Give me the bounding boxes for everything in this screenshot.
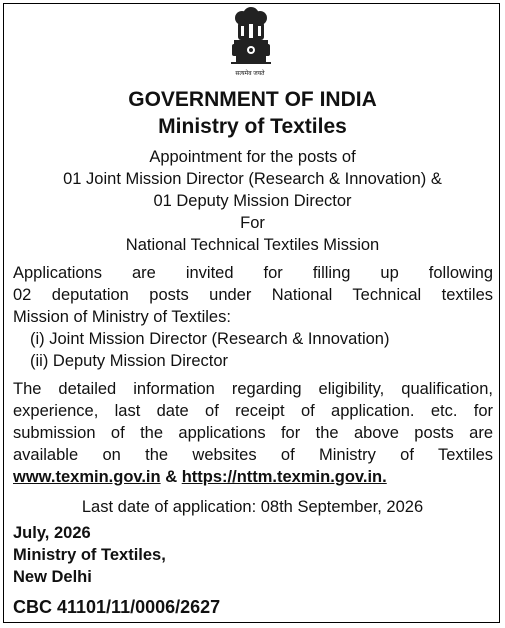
issuing-org: Ministry of Textiles, (13, 546, 166, 564)
appointment-line-4: For (240, 214, 265, 232)
appointment-line-5: National Technical Textiles Mission (125, 236, 380, 254)
cbc-number: CBC 41101/11/0006/2627 (13, 597, 221, 617)
emblem-motto: सत्यमेव जयते (235, 71, 265, 77)
government-heading: GOVERNMENT OF INDIA (128, 88, 377, 111)
appointment-line-2: 01 Joint Mission Director (Research & Innovation) & (63, 170, 442, 188)
issuing-place: New Delhi (13, 568, 92, 586)
details-line-2: experience, last date of receipt of application. etc. for (13, 402, 493, 420)
details-line-1: The detailed information regarding eligibility, qualification, (13, 380, 493, 398)
links-separator: & (160, 468, 182, 486)
intro-line-1: Applications are invited for filling up following (13, 264, 493, 282)
ministry-heading: Ministry of Textiles (158, 115, 347, 138)
issue-date: July, 2026 (13, 524, 91, 542)
post-item-2: (ii) Deputy Mission Director (30, 352, 229, 370)
details-line-4: available on the websites of Ministry of Textiles (13, 446, 493, 464)
appointment-line-3: 01 Deputy Mission Director (153, 192, 352, 210)
last-date: Last date of application: 08th September, 2026 (81, 498, 424, 516)
intro-line-2: 02 deputation posts under National Technical textiles (13, 286, 493, 304)
details-line-3: submission of the applications for the above posts are (13, 424, 493, 442)
intro-line-3: Mission of Ministry of Textiles: (13, 308, 231, 326)
post-item-1: (i) Joint Mission Director (Research & Innovation) (30, 330, 390, 348)
details-links (13, 468, 493, 487)
texmin-link[interactable]: www.texmin.gov.in (13, 468, 161, 486)
nttm-link[interactable]: https://nttm.texmin.gov.in. (181, 468, 387, 486)
appointment-line-1: Appointment for the posts of (149, 148, 356, 166)
